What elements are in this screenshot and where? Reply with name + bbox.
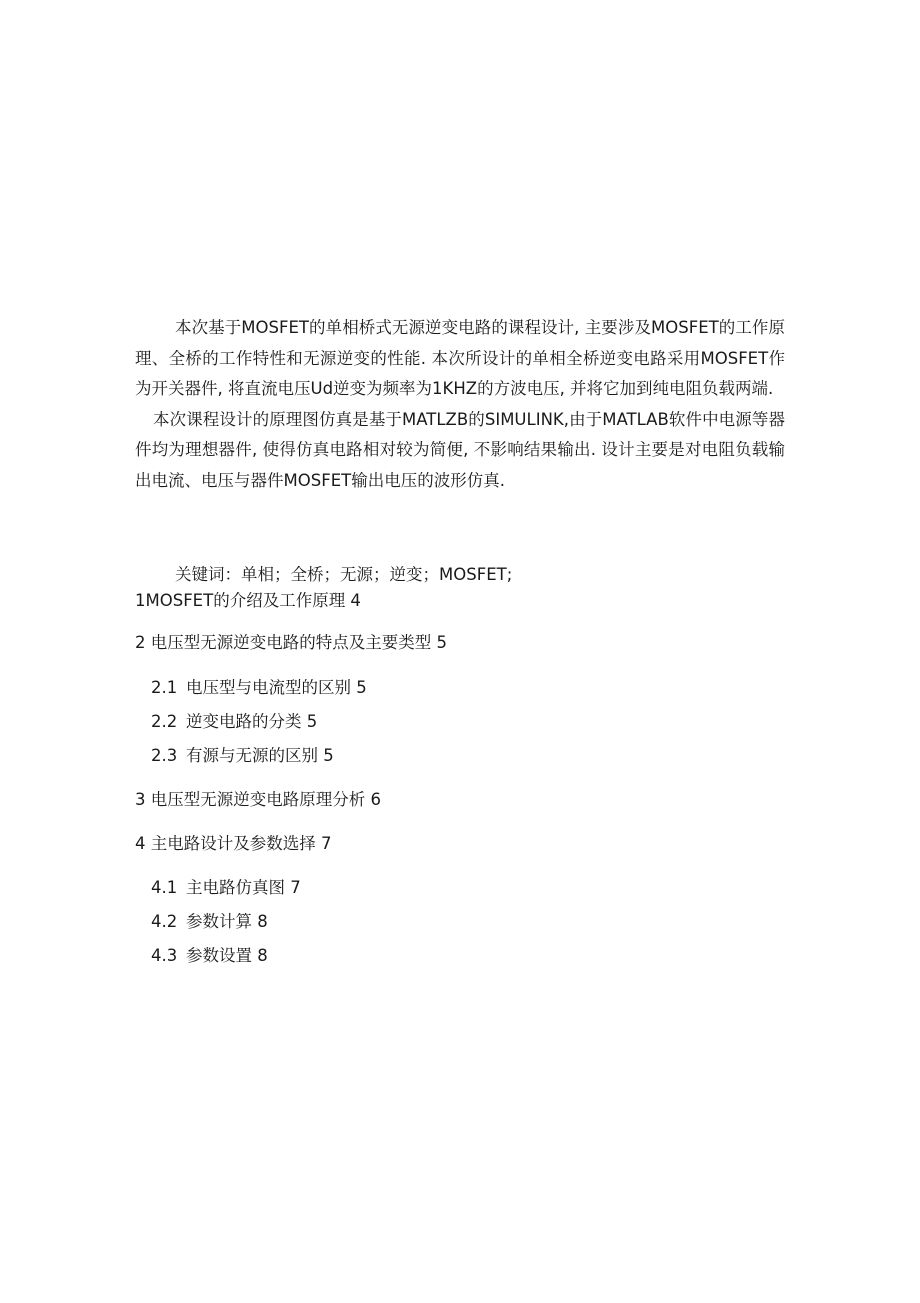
toc-entry-2-1-number: 2.1 <box>151 678 178 697</box>
toc-entry-2-2[interactable] <box>151 711 317 733</box>
toc-entry-2-3-title: 有源与无源的区别 5 <box>186 746 334 765</box>
toc-entry-4-1-number: 4.1 <box>151 878 178 897</box>
keywords-line: 关键词：单相；全桥；无源；逆变；MOSFET; <box>175 565 513 584</box>
abstract-paragraph-1: 本次基于MOSFET的单相桥式无源逆变电路的课程设计, 主要涉及MOSFET的工作原理、全桥的工作特性和无源逆变的性能. 本次所设计的单相全桥逆变电路采用MOSFET作为开关器件, 将直流电压Ud逆变为频率为1KHZ的方波电压, 并将它加到纯电阻负载两端. <box>135 318 785 398</box>
toc-entry-1[interactable]: 1MOSFET的介绍及工作原理 4 <box>135 591 361 610</box>
toc-entry-4-2-title: 参数计算 8 <box>186 912 268 931</box>
toc-entry-4-1-title: 主电路仿真图 7 <box>186 878 301 897</box>
toc-entry-4-3[interactable] <box>151 945 268 967</box>
toc-entry-4-1[interactable] <box>151 877 301 899</box>
abstract-section <box>135 313 785 496</box>
abstract-paragraph-2: 本次课程设计的原理图仿真是基于MATLZB的SIMULINK,由于MATLAB软件中电源等器件均为理想器件, 使得仿真电路相对较为简便, 不影响结果输出. 设计主要是对电阻负载输出电流、电压与器件MOSFET输出电压的波形仿真. <box>135 409 785 490</box>
toc-entry-3[interactable]: 3 电压型无源逆变电路原理分析 6 <box>135 790 381 809</box>
toc-entry-2-3[interactable] <box>151 745 334 767</box>
toc-entry-4[interactable]: 4 主电路设计及参数选择 7 <box>135 834 332 853</box>
toc-entry-4-3-title: 参数设置 8 <box>186 946 268 965</box>
toc-entry-2[interactable]: 2 电压型无源逆变电路的特点及主要类型 5 <box>135 633 447 652</box>
toc-entry-4-3-number: 4.3 <box>151 946 178 965</box>
toc-entry-2-1[interactable] <box>151 677 367 699</box>
toc-entry-4-2-number: 4.2 <box>151 912 178 931</box>
toc-entry-2-1-title: 电压型与电流型的区别 5 <box>186 678 367 697</box>
toc-entry-2-2-number: 2.2 <box>151 712 178 731</box>
toc-entry-2-3-number: 2.3 <box>151 746 178 765</box>
toc-entry-2-2-title: 逆变电路的分类 5 <box>186 712 318 731</box>
toc-entry-4-2[interactable] <box>151 911 268 933</box>
